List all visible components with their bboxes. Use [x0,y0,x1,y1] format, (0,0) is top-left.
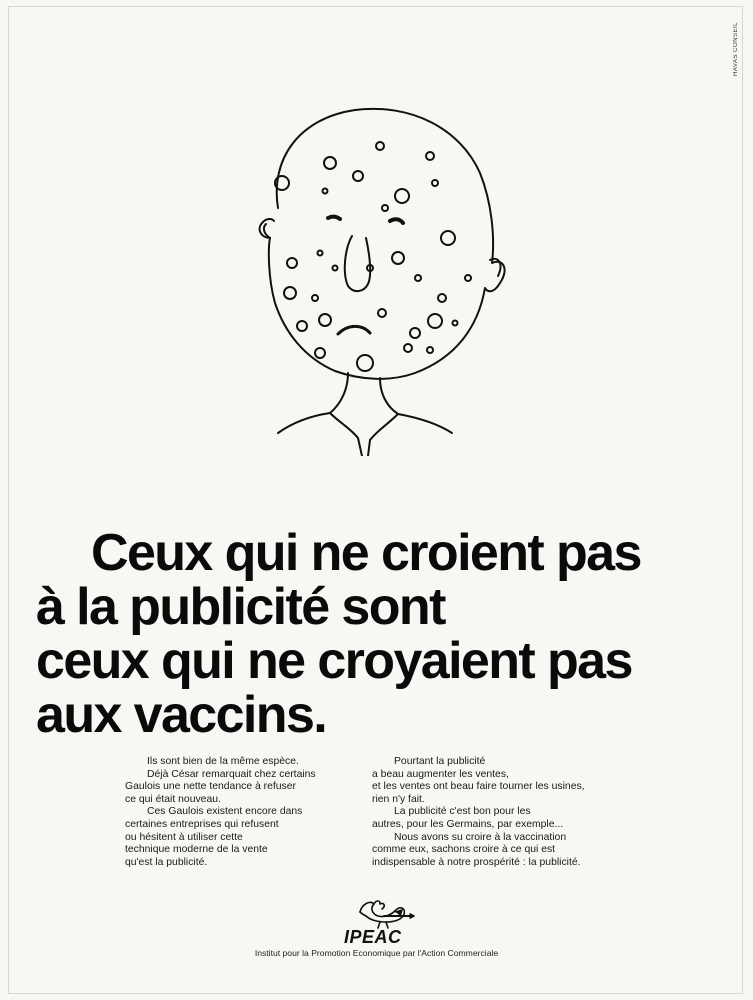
headline-line-2: à la publicité sont [36,578,445,636]
ipeac-logo-text: IPEAC [344,927,402,947]
footer-organization: Institut pour la Promotion Economique par l'Action Commerciale [254,948,499,958]
body-line: a beau augmenter les ventes, [372,768,509,780]
body-line: La publicité c'est bon pour les [394,806,531,818]
headline-line-3: ceux qui ne croyaient pas [36,632,632,690]
headline-line-1: Ceux qui ne croient pas [91,524,641,582]
body-line: Ces Gaulois existent encore dans [147,806,303,818]
body-line: indispensable à notre prospérité : la publicité. [372,856,581,868]
body-line: certaines entreprises qui refusent [125,818,279,830]
body-line: technique moderne de la vente [125,844,268,856]
body-line: Déjà César remarquait chez certains [147,768,316,780]
body-line: comme eux, sachons croire à ce qui est [372,844,556,856]
headline-line-4: aux vaccins. [36,686,327,744]
body-line: ce qui était nouveau. [125,793,221,805]
body-line: Gaulois une nette tendance à refuser [125,781,296,793]
body-line: et les ventes ont beau faire tourner les usines, [372,781,585,793]
body-column-right [372,756,642,869]
body-line: ou hésitent à utiliser cette [125,831,243,843]
body-line: qu'est la publicité. [125,856,208,868]
body-line: Nous avons su croire à la vaccination [394,831,567,843]
headline [36,526,746,742]
body-line: rien n'y fait. [372,793,425,805]
body-line: Ils sont bien de la même espèce. [147,756,299,767]
agency-credit: HAVAS CONSEIL [733,22,739,76]
body-column-left [125,756,355,869]
child-illustration [230,88,520,456]
body-line: autres, pour les Germains, par exemple... [372,818,564,830]
body-line: Pourtant la publicité [394,756,486,767]
